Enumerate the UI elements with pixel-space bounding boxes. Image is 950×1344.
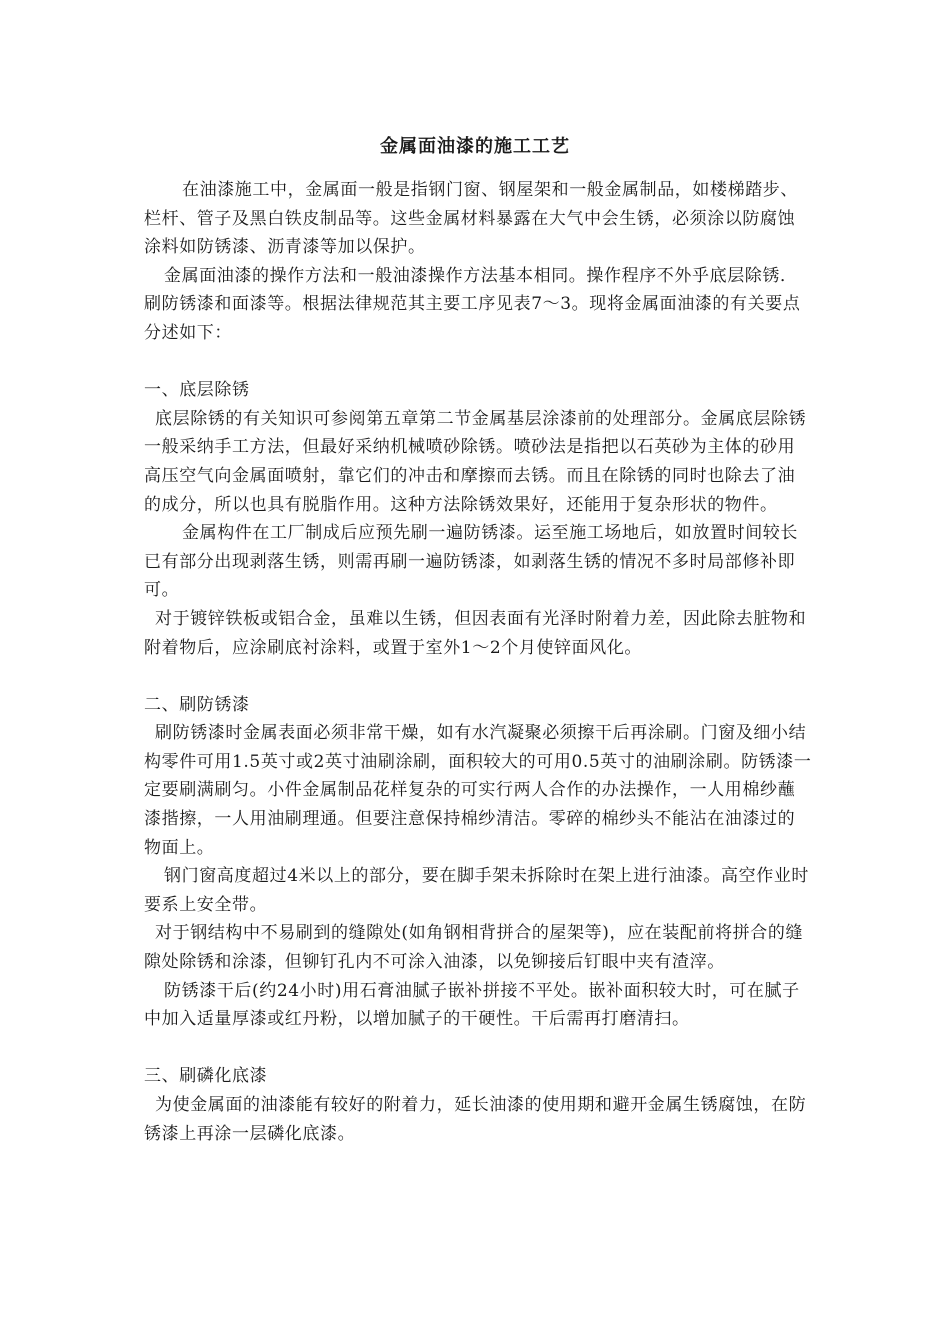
section-paragraph: 防锈漆干后(约24小时)用石膏油腻子嵌补拼接不平处。嵌补面积较大时，可在腻子中加入适量厚漆或红丹粉，以增加腻子的干硬性。干后需再打磨清扫。 bbox=[144, 980, 800, 1030]
section-rust-removal bbox=[144, 376, 812, 662]
section-paragraph: 刷防锈漆时金属表面必须非常干燥，如有水汽凝聚必须擦干后再涂刷。门窗及细小结构零件可用1.5英寸或2英寸油刷涂刷，面积较大的可用0.5英寸的油刷涂刷。防锈漆一定要刷满刷匀。小件金属制品花样复杂的可实行两人合作的办法操作，一人用棉纱蘸漆揩擦，一人用油刷理通。但要注意保持棉纱清洁。零碎的棉纱头不能沾在油漆过的物面上。 bbox=[144, 723, 812, 858]
section-paragraph: 对于镀锌铁板或铝合金，虽难以生锈，但因表面有光泽时附着力差，因此除去脏物和附着物后，应涂刷底衬涂料，或置于室外1～2个月使锌面风化。 bbox=[144, 608, 807, 658]
section-antirust-paint bbox=[144, 691, 812, 1034]
section-heading: 三、刷磷化底漆 bbox=[144, 1066, 268, 1087]
intro-paragraph-2: 金属面油漆的操作方法和一般油漆操作方法基本相同。操作程序不外乎底层除锈．刷防锈漆和面漆等。根据法律规范其主要工序见表7～3。现将金属面油漆的有关要点分述如下： bbox=[144, 265, 801, 343]
document-body bbox=[144, 176, 812, 1148]
section-paragraph: 为使金属面的油漆能有较好的附着力，延长油漆的使用期和避开金属生锈腐蚀，在防锈漆上再涂一层磷化底漆。 bbox=[144, 1095, 807, 1144]
document-title: 金属面油漆的施工工艺 bbox=[380, 136, 570, 158]
intro-paragraph-1: 在油漆施工中，金属面一般是指钢门窗、钢屋架和一般金属制品，如楼梯踏步、栏杆、管子及黑白铁皮制品等。这些金属材料暴露在大气中会生锈，必须涂以防腐蚀涂料如防锈漆、沥青漆等加以保护。 bbox=[144, 180, 798, 258]
section-paragraph: 底层除锈的有关知识可参阅第五章第二节金属基层涂漆前的处理部分。金属底层除锈一般采纳手工方法，但最好采纳机械喷砂除锈。喷砂法是指把以石英砂为主体的砂用高压空气向金属面喷射，靠它们的冲击和摩擦而去锈。而且在除锈的同时也除去了油的成分，所以也具有脱脂作用。这种方法除锈效果好，还能用于复杂形状的物件。 bbox=[144, 408, 807, 515]
section-paragraph: 对于钢结构中不易刷到的缝隙处(如角钢相背拼合的屋架等)，应在装配前将拼合的缝隙处除锈和涂漆，但铆钉孔内不可涂入油漆，以免铆接后钉眼中夹有渣滓。 bbox=[144, 923, 804, 973]
section-phosphating-primer bbox=[144, 1062, 812, 1148]
section-heading: 二、刷防锈漆 bbox=[144, 694, 250, 715]
section-paragraph: 钢门窗高度超过4米以上的部分，要在脚手架未拆除时在架上进行油漆。高空作业时要系上安全带。 bbox=[144, 866, 810, 915]
section-heading: 一、底层除锈 bbox=[144, 380, 250, 401]
section-paragraph: 金属构件在工厂制成后应预先刷一遍防锈漆。运至施工场地后，如放置时间较长已有部分出现剥落生锈，则需再刷一遍防锈漆，如剥落生锈的情况不多时局部修补即可。 bbox=[144, 523, 798, 601]
